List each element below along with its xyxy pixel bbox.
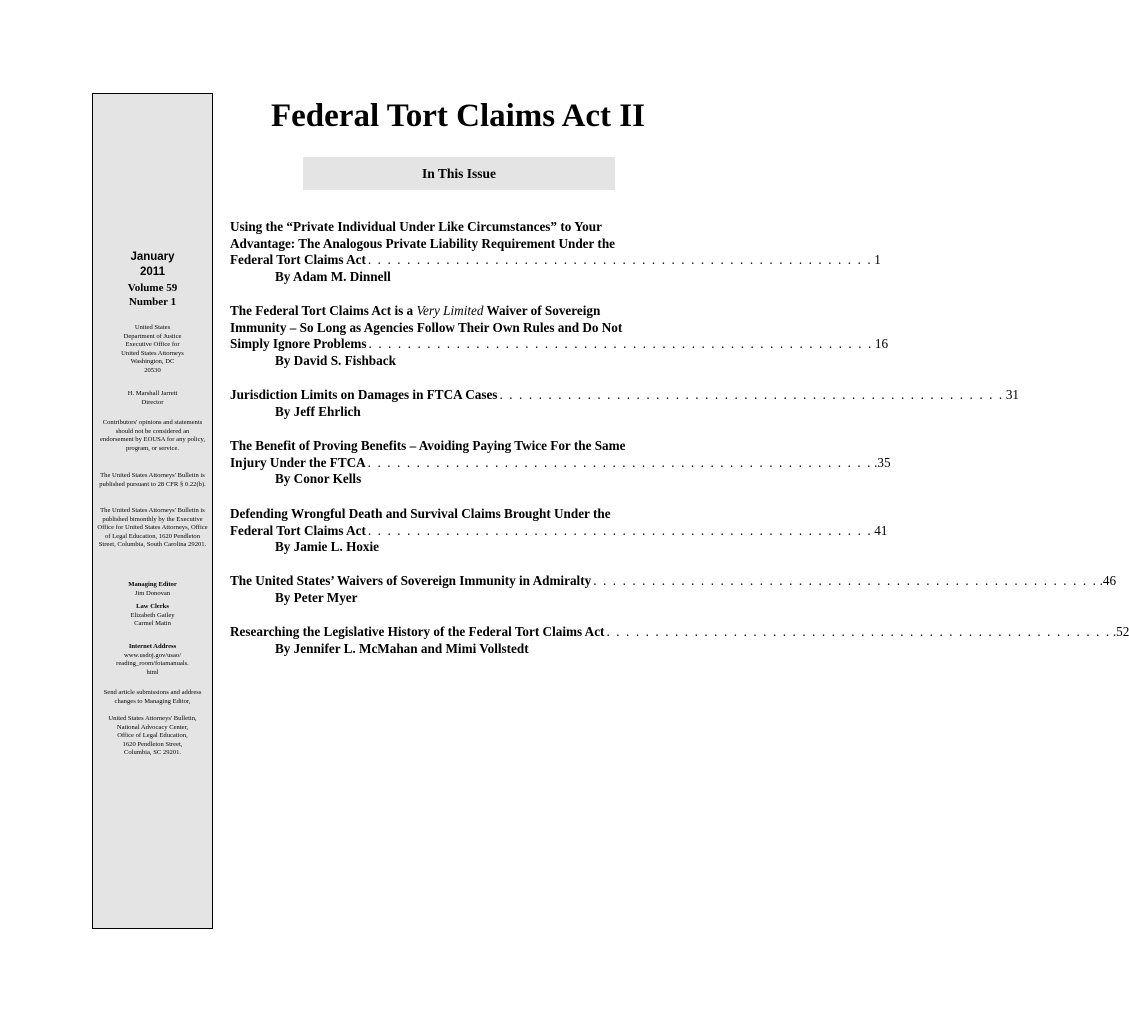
toc-title-line: Using the “Private Individual Under Like Circumstances” to Your	[230, 219, 602, 234]
toc-page-number: .52	[1112, 624, 1129, 639]
dot-leader: . . . . . . . . . . . . . . . . . . . . . . . . . . . . . . . . . . . . . . . . . . . . . . . . . . . .	[606, 624, 1111, 639]
issue-month: January	[130, 251, 175, 263]
dot-leader: . . . . . . . . . . . . . . . . . . . . . . . . . . . . . . . . . . . . . . . . . . . . . . . . . . . .	[367, 522, 873, 538]
toc-title-line: The United States’ Waivers of Sovereign Immunity in Admiralty	[230, 573, 592, 588]
toc-title-line	[230, 303, 676, 320]
issue-date	[93, 250, 212, 280]
toc-title-line: Advantage: The Analogous Private Liability Requirement Under the	[230, 235, 616, 251]
issue-year: 2011	[140, 266, 165, 278]
volume-number	[93, 281, 212, 309]
in-this-issue-banner: In This Issue	[303, 157, 615, 190]
toc-author: By David S. Fishback	[275, 353, 396, 369]
toc-title-line: Defending Wrongful Death and Survival Claims Brought Under the	[230, 506, 611, 521]
toc-leader-line	[230, 387, 1020, 404]
toc-entry[interactable]	[230, 624, 1129, 657]
toc-page-number: 16	[874, 336, 889, 352]
toc-title-line: Immunity – So Long as Agencies Follow Their Own Rules and Do Not	[230, 319, 623, 335]
toc-page-number: 1	[874, 252, 881, 268]
law-clerk-name: Carmel Matin	[134, 620, 171, 628]
submissions: Send article submissions and address changes to Managing Editor,	[103, 689, 202, 705]
dot-leader: . . . . . . . . . . . . . . . . . . . . . . . . . . . . . . . . . . . . . . . . . . . . . . . . . . . .	[368, 336, 873, 352]
toc-author: By Jennifer L. McMahan and Mimi Vollstedt	[275, 640, 529, 656]
toc-leader-line	[230, 336, 889, 353]
address-line: Washington, DC	[130, 358, 175, 366]
toc-page-number: .46	[1099, 573, 1117, 588]
toc-page-number: 41	[874, 522, 888, 538]
address-line: National Advocacy Center,	[116, 723, 189, 731]
disclaimer: Contributors' opinions and statements should not be considered an endorsement by EOUSA for any policy, program, or service.	[99, 419, 206, 452]
toc-leader-line	[230, 624, 1129, 641]
toc-title-fragment: Waiver of Sovereign	[483, 303, 601, 318]
law-clerks-label: Law Clerks	[136, 603, 169, 610]
director-name: H. Marshall Jarrett	[127, 390, 178, 397]
address-line: Department of Justice	[123, 332, 182, 340]
toc-entry[interactable]	[230, 303, 889, 370]
toc-leader-line	[230, 454, 891, 472]
director	[97, 390, 208, 407]
toc-title-line: Federal Tort Claims Act	[230, 522, 366, 538]
address-line: United States	[134, 324, 171, 331]
toc-title-line: Injury Under the FTCA	[230, 454, 366, 470]
toc-entry[interactable]	[230, 506, 888, 556]
address-line: 1620 Pendleton Street,	[122, 740, 183, 748]
dot-leader: . . . . . . . . . . . . . . . . . . . . . . . . . . . . . . . . . . . . . . . . . . . . . . . . . . . .	[367, 252, 873, 268]
publication-info: The United States Attorneys' Bulletin is published bimonthly by the Executive Office for United States Attorneys, Office of Legal Education, 1620 Pendleton Street, Columbia, South Carolina 29201.	[97, 507, 208, 549]
publication-authority: The United States Attorneys' Bulletin is published pursuant to 28 CFR § 0.22(b).	[99, 472, 206, 488]
address-line: Columbia, SC 29201.	[123, 749, 182, 757]
toc-author: By Adam M. Dinnell	[275, 269, 391, 285]
dot-leader: . . . . . . . . . . . . . . . . . . . . . . . . . . . . . . . . . . . . . . . . . . . . . . . . . . . .	[499, 387, 1004, 402]
toc-author: By Jeff Ehrlich	[275, 403, 361, 419]
toc-title-line: Researching the Legislative History of the Federal Tort Claims Act	[230, 624, 605, 639]
toc-title-line: The Benefit of Proving Benefits – Avoiding Paying Twice For the Same	[230, 438, 626, 453]
internet-url-line: www.usdoj.gov/usao/	[123, 651, 182, 659]
toc-page-number: 31	[1005, 387, 1020, 402]
toc-entry[interactable]	[230, 219, 881, 286]
internet-url-line: reading_room/foiamanuals.	[116, 660, 189, 668]
office-address	[97, 324, 208, 376]
dot-leader: . . . . . . . . . . . . . . . . . . . . . . . . . . . . . . . . . . . . . . . . . . . . . . . . . . . .	[593, 573, 1098, 588]
toc-entry[interactable]	[230, 573, 1117, 606]
toc-entry[interactable]	[230, 387, 1020, 420]
submissions-address	[97, 715, 208, 758]
address-line: 20530	[144, 366, 161, 374]
internet-address	[97, 643, 208, 677]
toc-author: By Jamie L. Hoxie	[275, 539, 380, 555]
address-line: United States Attorneys' Bulletin,	[108, 715, 197, 722]
director-title: Director	[141, 398, 164, 406]
law-clerk-name: Elizabeth Gailey	[130, 611, 175, 619]
address-line: United States Attorneys	[121, 349, 184, 357]
toc-entry[interactable]	[230, 438, 891, 488]
bulletin-title: Federal Tort Claims Act II	[271, 98, 645, 134]
toc-leader-line	[230, 522, 888, 540]
internet-url-line: html	[146, 668, 159, 676]
masthead-sidebar	[92, 93, 213, 929]
dot-leader: . . . . . . . . . . . . . . . . . . . . . . . . . . . . . . . . . . . . . . . . . . . . . . . . . . . .	[367, 454, 873, 470]
address-line: Office of Legal Education,	[117, 732, 188, 740]
managing-editor	[97, 581, 208, 598]
internet-address-label: Internet Address	[128, 643, 177, 650]
number-label: Number 1	[128, 296, 177, 308]
toc-title-line: Simply Ignore Problems	[230, 336, 367, 352]
toc-title-line: Federal Tort Claims Act	[230, 252, 366, 268]
toc-author: By Conor Kells	[275, 471, 362, 487]
toc-leader-line	[230, 573, 1117, 590]
address-line: Executive Office for	[125, 341, 180, 349]
toc-title-fragment: The Federal Tort Claims Act is a	[230, 303, 417, 318]
toc-author: By Peter Myer	[275, 589, 358, 605]
toc-page-number: .35	[874, 454, 891, 470]
law-clerks	[97, 603, 208, 629]
managing-editor-name: Jim Donovan	[134, 589, 171, 597]
volume-label: Volume 59	[127, 282, 178, 294]
managing-editor-label: Managing Editor	[128, 581, 177, 588]
toc-leader-line	[230, 252, 881, 269]
toc-title-emphasis: Very Limited	[416, 303, 484, 318]
toc-title-line: Jurisdiction Limits on Damages in FTCA Cases	[230, 387, 498, 402]
